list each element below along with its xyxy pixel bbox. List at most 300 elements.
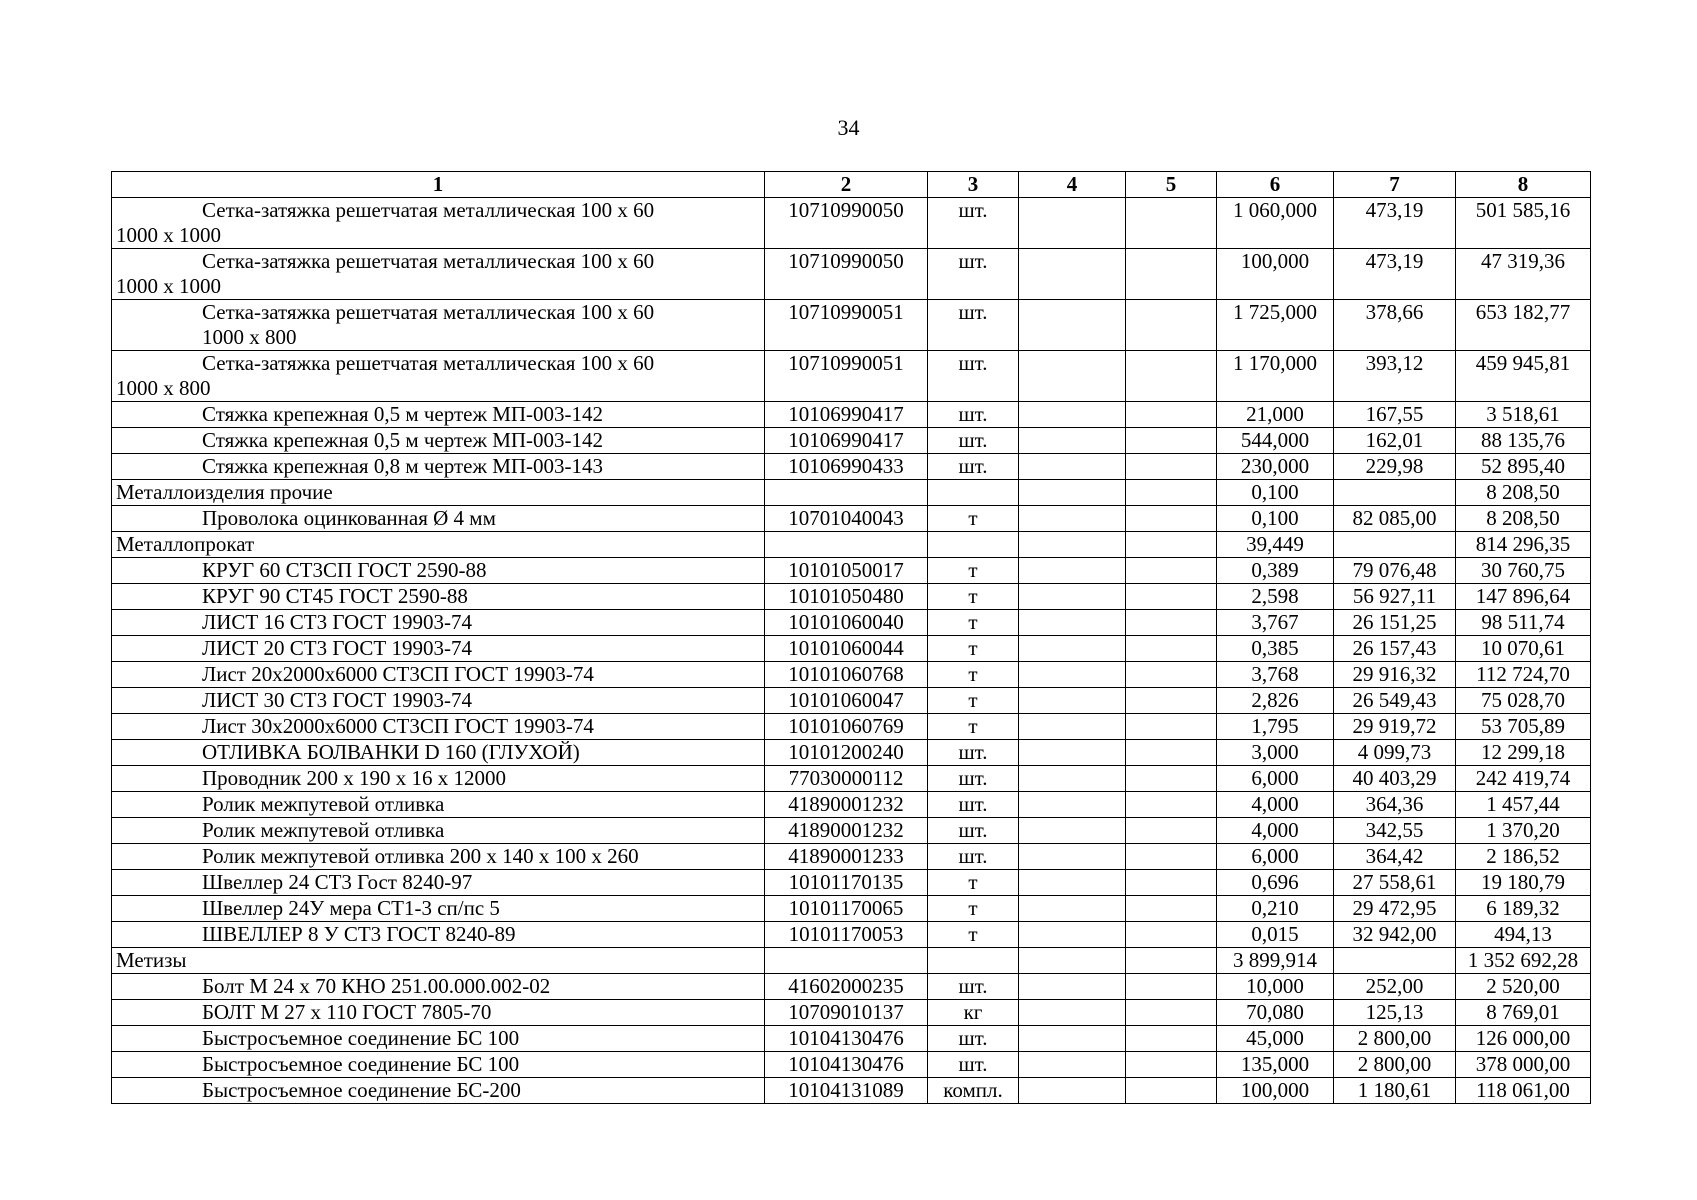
group-name: Металлоизделия прочие xyxy=(116,480,333,504)
sum-cell: 2 186,52 xyxy=(1456,844,1591,870)
column-header: 7 xyxy=(1334,172,1456,198)
column-header: 8 xyxy=(1456,172,1591,198)
item-name-cell xyxy=(112,636,765,662)
column-4-cell xyxy=(1019,636,1126,662)
column-5-cell xyxy=(1126,506,1217,532)
group-name: Металлопрокат xyxy=(116,532,255,556)
column-4-cell xyxy=(1019,740,1126,766)
item-name: Лист 30х2000х6000 СТ3СП ГОСТ 19903-74 xyxy=(202,714,594,738)
column-5-cell xyxy=(1126,662,1217,688)
column-4-cell xyxy=(1019,428,1126,454)
unit-cell: шт. xyxy=(928,792,1019,818)
quantity-cell: 4,000 xyxy=(1217,792,1334,818)
table-row xyxy=(112,740,1591,766)
price-cell: 252,00 xyxy=(1334,974,1456,1000)
item-code-cell: 41890001233 xyxy=(765,844,928,870)
unit-cell xyxy=(928,480,1019,506)
item-name-cell xyxy=(112,351,765,402)
unit-cell: шт. xyxy=(928,402,1019,428)
column-5-cell xyxy=(1126,636,1217,662)
column-5-cell xyxy=(1126,714,1217,740)
price-cell: 56 927,11 xyxy=(1334,584,1456,610)
item-code-cell: 41890001232 xyxy=(765,792,928,818)
item-name-continued: 1000 х 800 xyxy=(116,376,211,400)
unit-cell: т xyxy=(928,662,1019,688)
unit-cell: шт. xyxy=(928,351,1019,402)
item-code-cell: 10101200240 xyxy=(765,740,928,766)
unit-cell: т xyxy=(928,896,1019,922)
item-code-cell: 10106990417 xyxy=(765,428,928,454)
price-cell: 1 180,61 xyxy=(1334,1078,1456,1104)
sum-cell: 6 189,32 xyxy=(1456,896,1591,922)
quantity-cell: 2,826 xyxy=(1217,688,1334,714)
sum-cell: 653 182,77 xyxy=(1456,300,1591,351)
item-code-cell: 41602000235 xyxy=(765,974,928,1000)
item-name: Стяжка крепежная 0,5 м чертеж МП-003-142 xyxy=(202,428,604,452)
sum-cell: 126 000,00 xyxy=(1456,1026,1591,1052)
sum-cell: 75 028,70 xyxy=(1456,688,1591,714)
quantity-cell: 0,015 xyxy=(1217,922,1334,948)
table-row xyxy=(112,558,1591,584)
unit-cell: т xyxy=(928,688,1019,714)
table-row xyxy=(112,662,1591,688)
table-row xyxy=(112,922,1591,948)
column-4-cell xyxy=(1019,688,1126,714)
column-5-cell xyxy=(1126,740,1217,766)
sum-cell: 494,13 xyxy=(1456,922,1591,948)
table-row xyxy=(112,818,1591,844)
quantity-cell: 3,768 xyxy=(1217,662,1334,688)
quantity-cell: 0,696 xyxy=(1217,870,1334,896)
column-5-cell xyxy=(1126,870,1217,896)
sum-cell: 53 705,89 xyxy=(1456,714,1591,740)
price-cell: 26 157,43 xyxy=(1334,636,1456,662)
column-4-cell xyxy=(1019,506,1126,532)
item-name-cell xyxy=(112,818,765,844)
sum-cell: 1 457,44 xyxy=(1456,792,1591,818)
sum-cell: 8 208,50 xyxy=(1456,506,1591,532)
column-4-cell xyxy=(1019,198,1126,249)
item-name-cell xyxy=(112,1078,765,1104)
sum-cell: 88 135,76 xyxy=(1456,428,1591,454)
column-5-cell xyxy=(1126,922,1217,948)
column-5-cell xyxy=(1126,249,1217,300)
price-cell: 2 800,00 xyxy=(1334,1052,1456,1078)
item-name: Ролик межпутевой отливка 200 х 140 х 100 х 260 xyxy=(202,844,639,868)
sum-cell: 47 319,36 xyxy=(1456,249,1591,300)
sum-cell: 147 896,64 xyxy=(1456,584,1591,610)
quantity-cell: 2,598 xyxy=(1217,584,1334,610)
group-row xyxy=(112,532,1591,558)
item-name-cell xyxy=(112,662,765,688)
group-row xyxy=(112,948,1591,974)
item-code-cell: 10710990050 xyxy=(765,249,928,300)
table-row xyxy=(112,249,1591,300)
sum-cell: 1 352 692,28 xyxy=(1456,948,1591,974)
page-number: 34 xyxy=(837,115,860,140)
unit-cell: т xyxy=(928,610,1019,636)
quantity-cell: 39,449 xyxy=(1217,532,1334,558)
item-code-cell: 10101050480 xyxy=(765,584,928,610)
column-5-cell xyxy=(1126,1052,1217,1078)
item-name-cell xyxy=(112,1026,765,1052)
price-cell: 29 916,32 xyxy=(1334,662,1456,688)
table-row xyxy=(112,506,1591,532)
table-body xyxy=(112,198,1591,1104)
quantity-cell: 0,210 xyxy=(1217,896,1334,922)
table-row xyxy=(112,300,1591,351)
table-row xyxy=(112,974,1591,1000)
table-row xyxy=(112,636,1591,662)
item-name: Стяжка крепежная 0,8 м чертеж МП-003-143 xyxy=(202,454,604,478)
item-name-cell xyxy=(112,792,765,818)
table-row xyxy=(112,584,1591,610)
item-name-cell xyxy=(112,480,765,506)
sum-cell: 118 061,00 xyxy=(1456,1078,1591,1104)
price-cell: 29 919,72 xyxy=(1334,714,1456,740)
table-row xyxy=(112,1000,1591,1026)
table-row xyxy=(112,1026,1591,1052)
quantity-cell: 1,795 xyxy=(1217,714,1334,740)
item-name: Проволока оцинкованная Ø 4 мм xyxy=(202,506,496,530)
item-name: Лист 20х2000х6000 СТ3СП ГОСТ 19903-74 xyxy=(202,662,594,686)
column-4-cell xyxy=(1019,1000,1126,1026)
materials-table xyxy=(111,171,1591,1104)
column-5-cell xyxy=(1126,480,1217,506)
price-cell: 342,55 xyxy=(1334,818,1456,844)
price-cell: 473,19 xyxy=(1334,198,1456,249)
quantity-cell: 135,000 xyxy=(1217,1052,1334,1078)
quantity-cell: 21,000 xyxy=(1217,402,1334,428)
column-4-cell xyxy=(1019,610,1126,636)
quantity-cell: 3,000 xyxy=(1217,740,1334,766)
unit-cell: т xyxy=(928,870,1019,896)
column-5-cell xyxy=(1126,610,1217,636)
item-name: Сетка-затяжка решетчатая металлическая 100 х 60 xyxy=(202,198,655,222)
table-row xyxy=(112,766,1591,792)
item-code-cell: 10101060040 xyxy=(765,610,928,636)
item-code-cell: 10710990050 xyxy=(765,198,928,249)
item-code-cell: 10101060768 xyxy=(765,662,928,688)
column-4-cell xyxy=(1019,300,1126,351)
item-name: Быстросъемное соединение БС 100 xyxy=(202,1052,520,1076)
sum-cell: 8 769,01 xyxy=(1456,1000,1591,1026)
column-5-cell xyxy=(1126,351,1217,402)
unit-cell: шт. xyxy=(928,844,1019,870)
column-4-cell xyxy=(1019,1078,1126,1104)
column-header: 3 xyxy=(928,172,1019,198)
sum-cell: 378 000,00 xyxy=(1456,1052,1591,1078)
item-code-cell: 77030000112 xyxy=(765,766,928,792)
item-name-cell xyxy=(112,1000,765,1026)
table-row xyxy=(112,1078,1591,1104)
unit-cell: т xyxy=(928,558,1019,584)
item-name-cell xyxy=(112,740,765,766)
item-name: Болт М 24 х 70 КНО 251.00.000.002-02 xyxy=(202,974,551,998)
item-name-cell xyxy=(112,766,765,792)
sum-cell: 1 370,20 xyxy=(1456,818,1591,844)
unit-cell xyxy=(928,948,1019,974)
unit-cell: т xyxy=(928,584,1019,610)
item-name: ЛИСТ 16 СТ3 ГОСТ 19903-74 xyxy=(202,610,472,634)
item-name-cell xyxy=(112,870,765,896)
column-4-cell xyxy=(1019,1052,1126,1078)
item-name: Проводник 200 х 190 х 16 х 12000 xyxy=(202,766,506,790)
price-cell: 26 549,43 xyxy=(1334,688,1456,714)
item-name: Сетка-затяжка решетчатая металлическая 100 х 60 xyxy=(202,300,655,324)
column-header: 6 xyxy=(1217,172,1334,198)
item-name: КРУГ 90 СТ45 ГОСТ 2590-88 xyxy=(202,584,468,608)
item-name: ЛИСТ 30 СТ3 ГОСТ 19903-74 xyxy=(202,688,472,712)
item-name-cell xyxy=(112,896,765,922)
item-name: Сетка-затяжка решетчатая металлическая 100 х 60 xyxy=(202,351,655,375)
unit-cell: шт. xyxy=(928,766,1019,792)
table-row xyxy=(112,688,1591,714)
column-4-cell xyxy=(1019,480,1126,506)
price-cell: 125,13 xyxy=(1334,1000,1456,1026)
column-5-cell xyxy=(1126,844,1217,870)
item-name: Быстросъемное соединение БС-200 xyxy=(202,1078,521,1102)
item-name-cell xyxy=(112,558,765,584)
price-cell: 167,55 xyxy=(1334,402,1456,428)
quantity-cell: 100,000 xyxy=(1217,1078,1334,1104)
table-row xyxy=(112,792,1591,818)
unit-cell: т xyxy=(928,506,1019,532)
item-name: Ролик межпутевой отливка xyxy=(202,792,445,816)
unit-cell: шт. xyxy=(928,818,1019,844)
column-4-cell xyxy=(1019,818,1126,844)
column-4-cell xyxy=(1019,896,1126,922)
item-code-cell xyxy=(765,480,928,506)
quantity-cell: 1 725,000 xyxy=(1217,300,1334,351)
item-name: Быстросъемное соединение БС 100 xyxy=(202,1026,520,1050)
unit-cell: компл. xyxy=(928,1078,1019,1104)
item-name-cell xyxy=(112,610,765,636)
price-cell: 79 076,48 xyxy=(1334,558,1456,584)
column-5-cell xyxy=(1126,1078,1217,1104)
item-name: ЛИСТ 20 СТ3 ГОСТ 19903-74 xyxy=(202,636,472,660)
unit-cell: шт. xyxy=(928,974,1019,1000)
item-name-cell xyxy=(112,198,765,249)
unit-cell xyxy=(928,532,1019,558)
column-5-cell xyxy=(1126,454,1217,480)
unit-cell: шт. xyxy=(928,1052,1019,1078)
item-name-cell xyxy=(112,974,765,1000)
item-name-cell xyxy=(112,506,765,532)
table-row xyxy=(112,896,1591,922)
column-header: 2 xyxy=(765,172,928,198)
sum-cell: 52 895,40 xyxy=(1456,454,1591,480)
item-name: Сетка-затяжка решетчатая металлическая 100 х 60 xyxy=(202,249,655,273)
item-code-cell: 10104131089 xyxy=(765,1078,928,1104)
price-cell: 393,12 xyxy=(1334,351,1456,402)
item-name-cell xyxy=(112,402,765,428)
quantity-cell: 6,000 xyxy=(1217,766,1334,792)
price-cell: 40 403,29 xyxy=(1334,766,1456,792)
header-row xyxy=(112,172,1591,198)
item-name: Швеллер 24У мера СТ1-3 сп/пс 5 xyxy=(202,896,500,920)
price-cell: 26 151,25 xyxy=(1334,610,1456,636)
item-name-cell xyxy=(112,714,765,740)
column-4-cell xyxy=(1019,662,1126,688)
item-name-cell xyxy=(112,844,765,870)
column-5-cell xyxy=(1126,1000,1217,1026)
item-code-cell: 10104130476 xyxy=(765,1026,928,1052)
column-5-cell xyxy=(1126,766,1217,792)
unit-cell: шт. xyxy=(928,300,1019,351)
item-code-cell: 10709010137 xyxy=(765,1000,928,1026)
column-4-cell xyxy=(1019,1026,1126,1052)
sum-cell: 242 419,74 xyxy=(1456,766,1591,792)
sum-cell: 814 296,35 xyxy=(1456,532,1591,558)
unit-cell: шт. xyxy=(928,249,1019,300)
price-cell: 2 800,00 xyxy=(1334,1026,1456,1052)
item-code-cell: 10101050017 xyxy=(765,558,928,584)
price-cell xyxy=(1334,948,1456,974)
item-code-cell xyxy=(765,532,928,558)
table-row xyxy=(112,714,1591,740)
item-code-cell: 10101170135 xyxy=(765,870,928,896)
unit-cell: шт. xyxy=(928,1026,1019,1052)
column-5-cell xyxy=(1126,198,1217,249)
item-code-cell: 10101060769 xyxy=(765,714,928,740)
item-name: Швеллер 24 СТ3 Гост 8240-97 xyxy=(202,870,473,894)
item-name-cell xyxy=(112,454,765,480)
column-5-cell xyxy=(1126,792,1217,818)
price-cell: 29 472,95 xyxy=(1334,896,1456,922)
quantity-cell: 0,100 xyxy=(1217,480,1334,506)
price-cell xyxy=(1334,480,1456,506)
group-row xyxy=(112,480,1591,506)
sum-cell: 30 760,75 xyxy=(1456,558,1591,584)
item-name: ШВЕЛЛЕР 8 У СТ3 ГОСТ 8240-89 xyxy=(202,922,516,946)
price-cell xyxy=(1334,532,1456,558)
sum-cell: 3 518,61 xyxy=(1456,402,1591,428)
item-name-cell xyxy=(112,922,765,948)
column-4-cell xyxy=(1019,249,1126,300)
quantity-cell: 6,000 xyxy=(1217,844,1334,870)
table-row xyxy=(112,402,1591,428)
item-name-continued: 1000 х 1000 xyxy=(116,274,221,298)
column-4-cell xyxy=(1019,974,1126,1000)
sum-cell: 501 585,16 xyxy=(1456,198,1591,249)
item-name-cell xyxy=(112,249,765,300)
column-4-cell xyxy=(1019,558,1126,584)
quantity-cell: 0,385 xyxy=(1217,636,1334,662)
item-code-cell: 10106990417 xyxy=(765,402,928,428)
unit-cell: шт. xyxy=(928,428,1019,454)
column-5-cell xyxy=(1126,300,1217,351)
price-cell: 378,66 xyxy=(1334,300,1456,351)
column-4-cell xyxy=(1019,792,1126,818)
price-cell: 229,98 xyxy=(1334,454,1456,480)
unit-cell: шт. xyxy=(928,198,1019,249)
unit-cell: кг xyxy=(928,1000,1019,1026)
sum-cell: 2 520,00 xyxy=(1456,974,1591,1000)
column-4-cell xyxy=(1019,351,1126,402)
column-4-cell xyxy=(1019,402,1126,428)
column-4-cell xyxy=(1019,870,1126,896)
item-code-cell: 10701040043 xyxy=(765,506,928,532)
column-5-cell xyxy=(1126,532,1217,558)
item-name: ОТЛИВКА БОЛВАНКИ D 160 (ГЛУХОЙ) xyxy=(202,740,580,764)
item-name: КРУГ 60 СТ3СП ГОСТ 2590-88 xyxy=(202,558,487,582)
item-name-cell xyxy=(112,1052,765,1078)
quantity-cell: 70,080 xyxy=(1217,1000,1334,1026)
table-row xyxy=(112,1052,1591,1078)
price-cell: 82 085,00 xyxy=(1334,506,1456,532)
column-header: 4 xyxy=(1019,172,1126,198)
item-name-cell xyxy=(112,532,765,558)
column-5-cell xyxy=(1126,688,1217,714)
item-code-cell: 10101060044 xyxy=(765,636,928,662)
column-4-cell xyxy=(1019,766,1126,792)
column-5-cell xyxy=(1126,402,1217,428)
item-name-cell xyxy=(112,948,765,974)
column-4-cell xyxy=(1019,948,1126,974)
table-row xyxy=(112,610,1591,636)
item-code-cell: 10101060047 xyxy=(765,688,928,714)
item-name-cell xyxy=(112,584,765,610)
item-code-cell: 10106990433 xyxy=(765,454,928,480)
price-cell: 4 099,73 xyxy=(1334,740,1456,766)
column-5-cell xyxy=(1126,818,1217,844)
price-cell: 364,42 xyxy=(1334,844,1456,870)
item-name-continued: 1000 х 800 xyxy=(202,325,297,349)
column-4-cell xyxy=(1019,532,1126,558)
column-5-cell xyxy=(1126,428,1217,454)
group-name: Метизы xyxy=(116,948,187,972)
price-cell: 473,19 xyxy=(1334,249,1456,300)
price-cell: 27 558,61 xyxy=(1334,870,1456,896)
item-name-continued: 1000 х 1000 xyxy=(116,223,221,247)
table-row xyxy=(112,844,1591,870)
sum-cell: 10 070,61 xyxy=(1456,636,1591,662)
table-row xyxy=(112,870,1591,896)
sum-cell: 98 511,74 xyxy=(1456,610,1591,636)
table-row xyxy=(112,198,1591,249)
item-name: Стяжка крепежная 0,5 м чертеж МП-003-142 xyxy=(202,402,604,426)
sum-cell: 8 208,50 xyxy=(1456,480,1591,506)
price-cell: 32 942,00 xyxy=(1334,922,1456,948)
item-name: БОЛТ М 27 х 110 ГОСТ 7805-70 xyxy=(202,1000,492,1024)
column-5-cell xyxy=(1126,896,1217,922)
quantity-cell: 1 060,000 xyxy=(1217,198,1334,249)
item-code-cell xyxy=(765,948,928,974)
quantity-cell: 3,767 xyxy=(1217,610,1334,636)
quantity-cell: 230,000 xyxy=(1217,454,1334,480)
table-row xyxy=(112,454,1591,480)
quantity-cell: 45,000 xyxy=(1217,1026,1334,1052)
quantity-cell: 3 899,914 xyxy=(1217,948,1334,974)
column-5-cell xyxy=(1126,948,1217,974)
column-4-cell xyxy=(1019,714,1126,740)
unit-cell: т xyxy=(928,922,1019,948)
quantity-cell: 544,000 xyxy=(1217,428,1334,454)
item-code-cell: 10101170053 xyxy=(765,922,928,948)
unit-cell: шт. xyxy=(928,740,1019,766)
column-5-cell xyxy=(1126,558,1217,584)
quantity-cell: 100,000 xyxy=(1217,249,1334,300)
sum-cell: 12 299,18 xyxy=(1456,740,1591,766)
quantity-cell: 1 170,000 xyxy=(1217,351,1334,402)
sum-cell: 19 180,79 xyxy=(1456,870,1591,896)
column-header: 1 xyxy=(112,172,765,198)
quantity-cell: 0,100 xyxy=(1217,506,1334,532)
item-code-cell: 10101170065 xyxy=(765,896,928,922)
price-cell: 162,01 xyxy=(1334,428,1456,454)
unit-cell: шт. xyxy=(928,454,1019,480)
